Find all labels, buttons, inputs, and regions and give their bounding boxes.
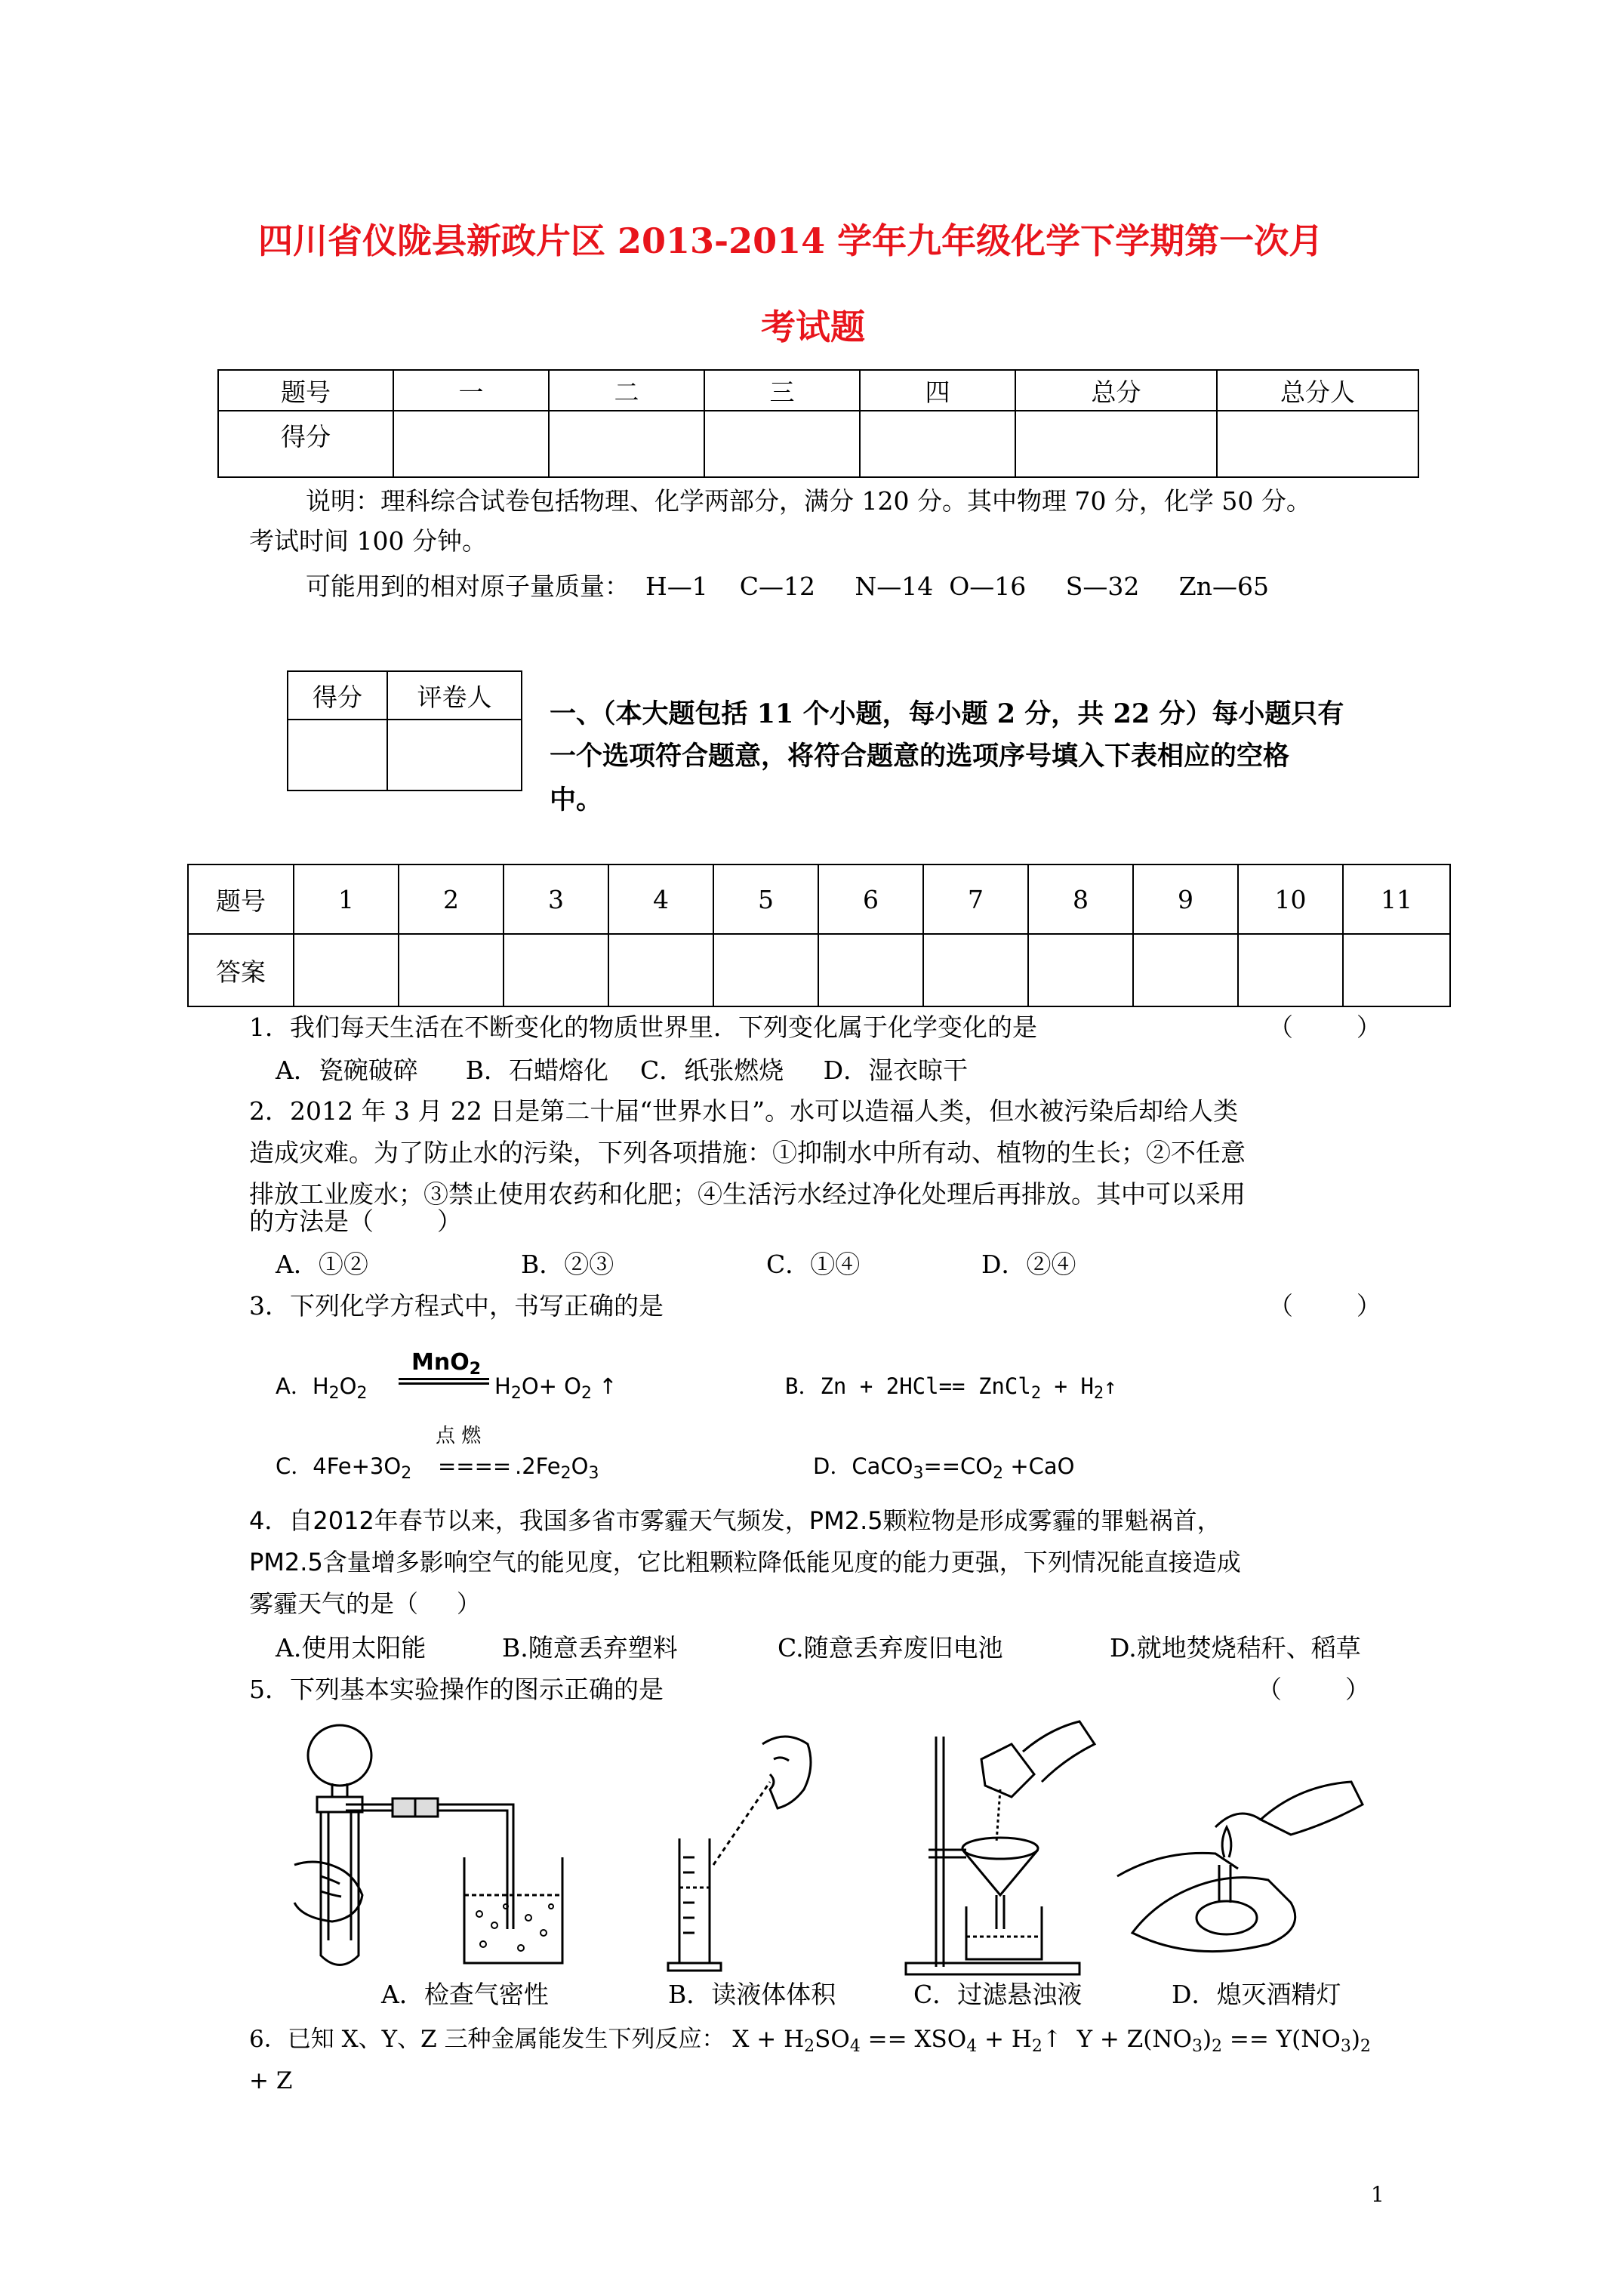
answer-table [187,864,1451,1007]
q2-option-a: A．①② [276,1250,368,1279]
answer-cell[interactable] [399,934,504,1006]
grader-name-label: 评卷人 [387,671,522,720]
q2-option-c: C．①④ [766,1250,861,1279]
answer-cell[interactable] [923,934,1028,1006]
score-input-cell[interactable] [393,411,549,477]
airtightness-apparatus-illustration [294,1725,562,1965]
q2-line-2: 造成灾难。为了防止水的污染，下列各项措施：①抑制水中所有动、植物的生长；②不任意 [249,1138,1246,1167]
q6-line-1: 6．已知 X、Y、Z 三种金属能发生下列反应： $X + H_2SO_4 == XSO_4$ + $H_2↑$ $Y + Z(NO_3)_2 == Y(NO_3)_2$ [249,2026,1371,2056]
section1-line-1: 一、（本大题包括 11 个小题，每小题 2 分，共 22 分）每小题只有 [550,698,1344,729]
q3-a-products: $H_2O+ O_2$ ↑ [494,1373,617,1403]
q2-line-1: 2．2012 年 3 月 22 日是第二十届“世界水日”。水可以造福人类，但水被污染后却给人类 [249,1096,1239,1126]
q6-line-2: + Z [249,2067,293,2094]
answer-number: 11 [1343,864,1450,934]
up-arrow-icon: ↑ [1104,1373,1117,1399]
score-header-cell: 四 [860,370,1015,411]
score-input-cell[interactable] [704,411,860,477]
score-header-cell: 总分人 [1217,370,1418,411]
score-input-cell[interactable] [549,411,704,477]
q2-line-3: 排放工业废水；③禁止使用农药和化肥；④生活污水经过净化处理后再排放。其中可以采用 [249,1179,1246,1209]
score-header-cell: 总分 [1015,370,1217,411]
answer-number: 3 [504,864,608,934]
q2-line-4: 的方法是（ ） [249,1207,462,1236]
section1-line-3: 中。 [550,784,603,815]
q3-a-sub: 2 [356,1384,368,1403]
q4-option-d: D.就地焚烧秸秆、稻草 [1110,1633,1361,1663]
q3-mno2-label: MnO$_2$ [411,1349,482,1379]
q3-option-b: B．Zn + 2HCl== ZnCl$_2$ + $H_2↑$ [785,1373,1117,1403]
q3-option-c: C．$4Fe+3O_2$ [276,1453,412,1483]
q3-bracket: （ ） [1268,1291,1381,1321]
q1-options: A．瓷碗破碎 B．石蜡熔化 C．纸张燃烧 D．湿衣晾干 [276,1056,969,1085]
q3-stem: 3．下列化学方程式中，书写正确的是 [249,1291,664,1321]
section1-line-2: 一个选项符合题意，将符合题意的选项序号填入下表相应的空格 [550,741,1290,772]
filtration-apparatus-illustration [906,1721,1095,1974]
up-arrow-icon: ↑ [599,1373,617,1399]
answer-cell[interactable] [713,934,818,1006]
answer-number: 6 [818,864,923,934]
score-input-cell[interactable] [1015,411,1217,477]
answer-number: 10 [1238,864,1343,934]
q4-line-2: PM2.5含量增多影响空气的能见度，它比粗颗粒降低能见度的能力更强，下列情况能直接造成 [249,1548,1241,1576]
answer-cell[interactable] [1133,934,1238,1006]
q2-option-b: B．②③ [521,1250,614,1279]
title-line-2: 考试题 [761,307,865,347]
score-input-cell[interactable] [860,411,1015,477]
alcohol-lamp-illustration [1117,1782,1363,1952]
answer-cell[interactable] [1028,934,1133,1006]
q5-caption-c: C．过滤悬浊液 [913,1980,1083,2009]
atomic-masses: 可能用到的相对原子量质量： H—1 C—12 N—14 O—16 S—32 Zn—65 [306,572,1269,601]
title-line-1: 四川省仪陇县新政片区 2013-2014 学年九年级化学下学期第一次月 [258,220,1324,261]
q5-caption-b: B．读液体体积 [668,1980,836,2009]
instructions-line-2: 考试时间 100 分钟。 [249,526,487,556]
grader-box [287,670,522,791]
q3-reaction-arrow-bottom [399,1382,489,1385]
answer-cell[interactable] [608,934,713,1006]
q3-dianran-label: 点 燃 [436,1425,482,1447]
answer-cell[interactable] [1238,934,1343,1006]
q5-bracket: （ ） [1257,1675,1370,1704]
grader-name-cell[interactable] [387,720,522,791]
answer-cell[interactable] [294,934,399,1006]
q4-option-a: A.使用太阳能 [276,1633,427,1663]
q3-option-a: A．$H_2O_2$ [276,1373,368,1403]
q5-illustrations [287,1714,1374,1978]
q4-option-c: C.随意丢弃废旧电池 [778,1633,1003,1663]
q4-line-3: 雾霾天气的是（ ） [249,1589,481,1618]
q4-option-b: B.随意丢弃塑料 [502,1633,678,1663]
q3-c-equals: ==== [438,1453,512,1479]
score-header-cell: 题号 [218,370,393,411]
score-row-label: 得分 [218,411,393,477]
score-input-cell[interactable] [1217,411,1418,477]
q5-stem: 5．下列基本实验操作的图示正确的是 [249,1675,664,1704]
q3-option-d: D．$CaCO_3==CO_2 +CaO$ [813,1453,1075,1483]
score-table [217,369,1419,478]
answer-row-label: 答案 [188,934,294,1006]
answer-number: 1 [294,864,399,934]
answer-cell[interactable] [818,934,923,1006]
q1-stem: 1．我们每天生活在不断变化的物质世界里．下列变化属于化学变化的是 [249,1012,1037,1042]
score-header-cell: 三 [704,370,860,411]
grader-score-label: 得分 [288,671,387,720]
answer-number: 2 [399,864,504,934]
page-number: 1 [1371,2182,1384,2207]
grader-score-cell[interactable] [288,720,387,791]
q2-option-d: D．②④ [981,1250,1076,1279]
answer-cell[interactable] [504,934,608,1006]
graduated-cylinder-illustration [668,1737,811,1971]
q3-a-prefix: A．H [276,1373,329,1399]
up-arrow-icon: ↑ [1042,2026,1062,2053]
q1-bracket: （ ） [1268,1012,1381,1042]
answer-number: 4 [608,864,713,934]
answer-number: 9 [1133,864,1238,934]
q5-caption-d: D．熄灭酒精灯 [1172,1980,1341,2009]
q5-caption-a: A．检查气密性 [381,1980,549,2009]
q4-line-1: 4．自2012年春节以来，我国多省市雾霾天气频发，PM2.5颗粒物是形成雾霾的罪魁祸首， [249,1506,1221,1535]
answer-number: 5 [713,864,818,934]
answer-number: 8 [1028,864,1133,934]
score-header-cell: 一 [393,370,549,411]
q3-a-sub: 2 [328,1384,340,1403]
q3-reaction-arrow-top [399,1378,489,1380]
score-header-cell: 二 [549,370,704,411]
answer-number: 7 [923,864,1028,934]
answer-header-label: 题号 [188,864,294,934]
answer-cell[interactable] [1343,934,1450,1006]
bubbles-illustration [476,1904,553,1951]
instructions-line-1: 说明：理科综合试卷包括物理、化学两部分，满分 120 分。其中物理 70 分，化学 50 分。 [306,486,1311,516]
q3-c-product: $.2Fe_2O_3$ [515,1453,599,1483]
